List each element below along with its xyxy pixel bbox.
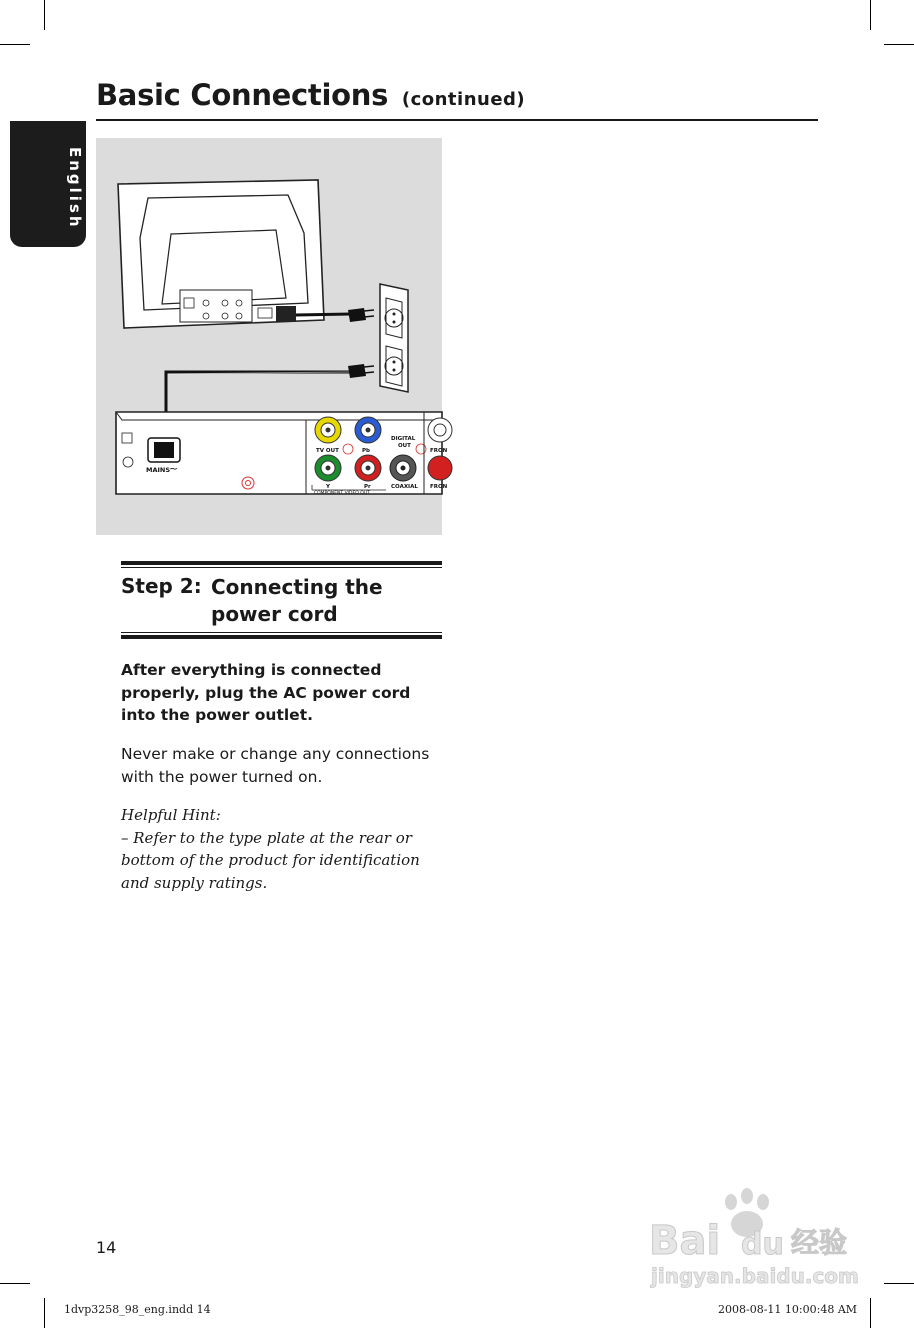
step-rule-top-thin	[121, 567, 442, 568]
step-title: Connecting the power cord	[211, 575, 383, 626]
tv-rear-drawing	[118, 180, 324, 328]
digital-out-label-2: OUT	[398, 443, 411, 449]
power-plug-player	[348, 364, 374, 378]
step-label: Step 2:	[121, 574, 202, 598]
watermark-service: 经验	[791, 1226, 848, 1259]
crop-mark	[870, 0, 871, 30]
y-label: Y	[326, 484, 330, 490]
baidu-watermark	[645, 1188, 860, 1288]
helpful-hint	[121, 804, 441, 894]
power-plug-tv	[348, 308, 374, 322]
footer-timestamp: 2008-08-11 10:00:48 AM	[718, 1303, 858, 1316]
crop-mark	[0, 44, 30, 45]
watermark-brand: Bai	[649, 1218, 721, 1264]
crop-mark	[884, 1283, 914, 1284]
front-label-top: FRON	[430, 448, 448, 454]
pb-label: Pb	[362, 448, 370, 454]
page-number: 14	[96, 1238, 117, 1257]
language-tab	[10, 121, 86, 247]
digital-out-label: DIGITAL	[391, 436, 416, 442]
tv-out-label: TV OUT	[316, 448, 339, 454]
dvd-player-rear-panel	[116, 412, 452, 496]
wall-outlet	[380, 284, 408, 392]
crop-mark	[884, 44, 914, 45]
coaxial-label: COAXIAL	[391, 484, 418, 490]
watermark-brand-2: du	[741, 1227, 784, 1262]
footer-file-info: 1dvp3258_98_eng.indd 14	[64, 1303, 211, 1316]
step-rule-top	[121, 561, 442, 565]
crop-mark	[44, 0, 45, 30]
ac-symbol-icon: ~	[169, 462, 179, 475]
watermark-url: jingyan.baidu.com	[651, 1264, 859, 1288]
page-title-subtitle: (continued)	[401, 89, 526, 110]
warning-text: Never make or change any connections with the power turned on.	[121, 745, 430, 786]
crop-mark	[0, 1283, 30, 1284]
step-rule-bottom-thin	[121, 632, 442, 633]
hint-title: Helpful Hint:	[121, 806, 221, 824]
crop-mark	[870, 1298, 871, 1328]
language-tab-label: English	[66, 147, 84, 230]
connection-illustration	[96, 138, 448, 535]
pr-label: Pr	[364, 484, 371, 490]
instruction-text: After everything is connected properly, plug the AC power cord into the power outlet.	[121, 661, 411, 724]
front-label-bottom: FRON	[430, 484, 448, 490]
hint-text: – Refer to the type plate at the rear or bottom of the product for identification and supply ratings.	[121, 828, 420, 892]
page-title-text: Basic Connections	[96, 78, 389, 112]
component-label: COMPONENT VIDEO OUT	[314, 491, 370, 496]
title-rule	[96, 119, 818, 121]
step-rule-bottom	[121, 635, 442, 639]
mains-label: MAINS	[146, 466, 171, 474]
crop-mark	[44, 1298, 45, 1328]
page-title	[96, 78, 525, 112]
